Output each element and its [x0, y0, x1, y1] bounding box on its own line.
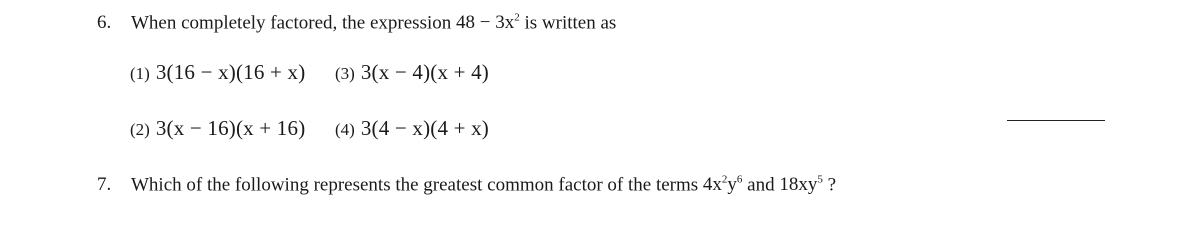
- question-6-number: 6.: [97, 12, 112, 34]
- question-7: 7. Which of the following represents the greatest common factor of the terms $4x^2y^6$ and $18xy^5$ ?: [97, 174, 837, 196]
- question-6-expression: $48 - 3x^2$: [456, 12, 520, 34]
- question-6: 6. When completely factored, the expression $48 - 3x^2$ is written as: [97, 12, 617, 34]
- option-label: (1): [130, 64, 150, 83]
- question-7-term-1: $4x^2y^6$: [702, 174, 743, 196]
- question-7-term-2: $18xy^5$: [779, 174, 823, 196]
- option-expression: 3(x − 16)(x + 16): [155, 116, 306, 140]
- question-6-option-1: [130, 62, 305, 83]
- question-6-option-3: [335, 62, 489, 83]
- option-label: (2): [130, 120, 150, 139]
- answer-blank-line[interactable]: [1007, 120, 1105, 121]
- option-expression: 3(16 − x)(16 + x): [155, 60, 306, 84]
- option-label: (3): [335, 64, 355, 83]
- question-7-text: Which of the following represents the greatest common factor of the terms: [131, 174, 703, 196]
- option-expression: 3(4 − x)(4 + x): [360, 116, 489, 140]
- question-6-option-4: [335, 118, 489, 139]
- question-7-number: 7.: [97, 174, 112, 196]
- question-6-text: When completely factored, the expression: [131, 12, 456, 34]
- option-label: (4): [335, 120, 355, 139]
- question-6-option-2: [130, 118, 305, 139]
- option-expression: 3(x − 4)(x + 4): [360, 60, 489, 84]
